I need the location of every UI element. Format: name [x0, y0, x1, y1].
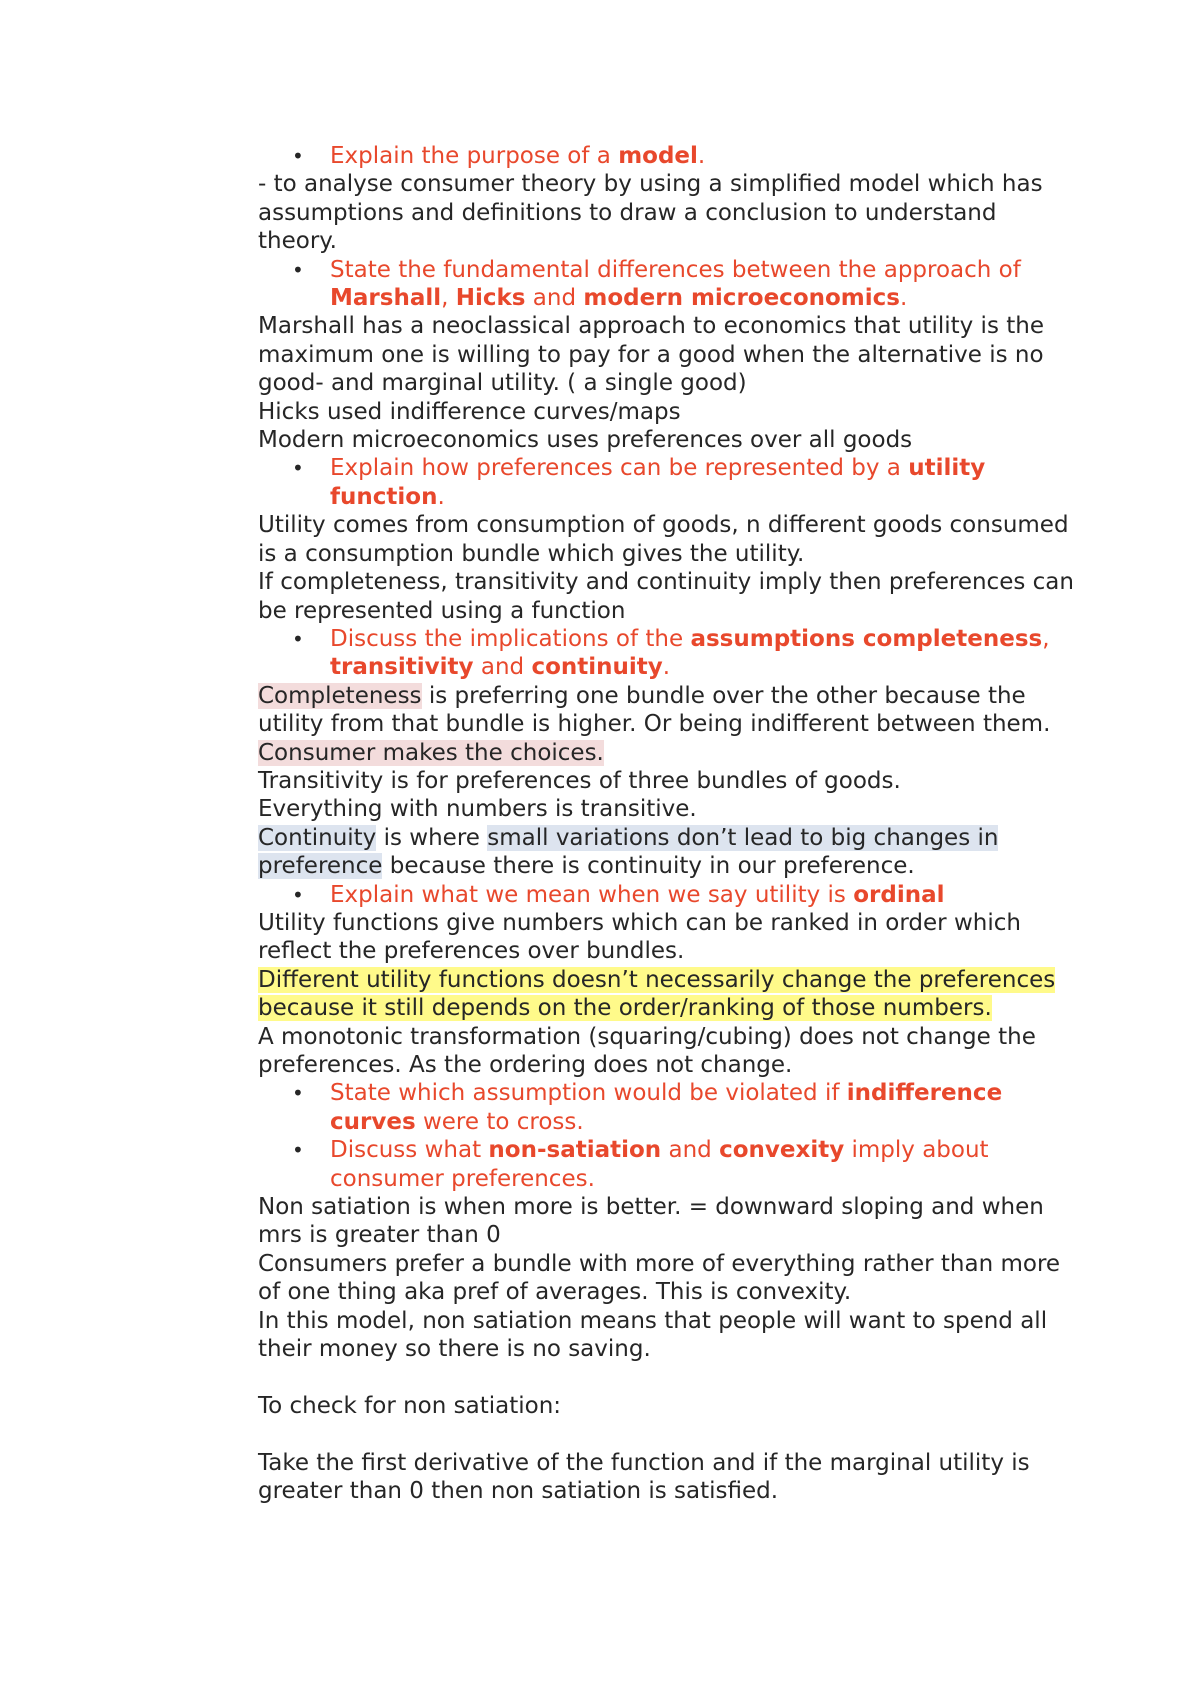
answer-model: - to analyse consumer theory by using a simplified model which has assumptions and definitions to draw a conclusion to understand theory.	[258, 171, 1043, 255]
question-text: ,	[441, 285, 456, 312]
answer-text: is where	[376, 824, 488, 851]
question-keyword: utility function	[330, 455, 986, 510]
question-keyword: Hicks	[455, 285, 526, 312]
blank-line	[258, 1363, 1078, 1391]
question-text: Explain what we mean when we say utility is	[330, 881, 854, 908]
question-keyword: modern microeconomics	[583, 285, 900, 312]
answer-ordinal-2	[258, 966, 1078, 1023]
question-text: were to cross.	[415, 1108, 584, 1135]
answer-non-satiation: Non satiation is when more is better. = downward sloping and when mrs is greater than 0	[258, 1194, 1044, 1249]
question-text: and	[661, 1137, 720, 1164]
continuity-highlight: small variations don’t lead to big changes in preference	[258, 824, 999, 880]
question-keyword: convexity	[719, 1137, 845, 1164]
blank-line	[258, 1420, 1078, 1448]
answer-text: because there is continuity in our preference.	[382, 853, 915, 880]
question-text: .	[662, 654, 671, 681]
document-page	[258, 142, 1078, 1505]
question-keyword: indifference curves	[330, 1080, 1003, 1135]
check-heading: To check for non satiation:	[258, 1392, 562, 1419]
answer-transitivity-2: Everything with numbers is transitive.	[258, 796, 697, 823]
question-text: .	[697, 143, 706, 169]
question-model	[258, 142, 1078, 170]
question-indifference-curves	[258, 1079, 1078, 1136]
question-keyword: assumptions completeness	[690, 625, 1043, 652]
question-keyword: non-satiation	[488, 1137, 662, 1164]
question-keyword: ordinal	[853, 881, 945, 908]
question-keyword: transitivity	[330, 654, 474, 681]
question-text: and	[473, 654, 532, 681]
question-text: imply about consumer preferences.	[330, 1137, 989, 1192]
question-text: Discuss what	[330, 1137, 489, 1164]
answer-ordinal-1: Utility functions give numbers which can be ranked in order which reflect the preferences over bundles.	[258, 909, 1021, 965]
question-keyword: continuity	[531, 654, 663, 681]
question-text: Explain the purpose of a	[330, 143, 619, 169]
ordinal-highlight: Different utility functions doesn’t necessarily change the preferences because it still depends on the order/ranking of those numbers.	[258, 966, 1056, 1022]
answer-marshall: Marshall has a neoclassical approach to economics that utility is the maximum one is willing to pay for a good when the alternative is no good- and marginal utility. ( a single good)	[258, 313, 1044, 397]
answer-continuity	[258, 824, 1078, 881]
question-text: Discuss the implications of the	[330, 625, 691, 652]
answer-hicks: Hicks used indifference curves/maps	[258, 398, 681, 425]
question-utility-function	[258, 454, 1078, 511]
question-text: Explain how preferences can be represented by a	[330, 455, 909, 482]
question-approaches	[258, 256, 1078, 313]
question-text: .	[437, 483, 445, 510]
answer-ordinal-3: A monotonic transformation (squaring/cubing) does not change the preferences. As the ordering does not change.	[258, 1023, 1036, 1078]
answer-modern: Modern microeconomics uses preferences over all goods	[258, 427, 913, 454]
answer-completeness	[258, 682, 1078, 767]
completeness-term: Completeness	[258, 682, 422, 709]
question-text: ,	[1042, 625, 1050, 652]
check-body: Take the first derivative of the function and if the marginal utility is greater than 0 then non satiation is satisfied.	[258, 1449, 1030, 1505]
answer-utility-2: If completeness, transitivity and continuity imply then preferences can be represented using a function	[258, 569, 1074, 624]
answer-utility-1: Utility comes from consumption of goods, n different goods consumed is a consumption bundle which gives the utility.	[258, 512, 1069, 567]
question-keyword: Marshall	[330, 285, 442, 312]
continuity-term: Continuity	[258, 824, 377, 851]
completeness-highlight: Consumer makes the choices.	[258, 739, 604, 766]
answer-transitivity-1: Transitivity is for preferences of three bundles of goods.	[258, 767, 901, 794]
answer-text: is preferring one bundle over the other because the utility from that bundle is higher. Or being indifferent between them.	[258, 682, 1051, 738]
question-assumptions	[258, 625, 1078, 682]
question-text: State the fundamental differences between the approach of	[330, 256, 1021, 283]
question-non-satiation	[258, 1136, 1078, 1193]
question-keyword: model	[618, 143, 698, 169]
question-ordinal	[258, 881, 1078, 909]
answer-convexity: Consumers prefer a bundle with more of everything rather than more of one thing aka pref of averages. This is convexity.	[258, 1250, 1061, 1306]
question-text: .	[899, 285, 908, 312]
answer-saving: In this model, non satiation means that people will want to spend all their money so there is no saving.	[258, 1307, 1048, 1363]
question-text: and	[525, 285, 584, 312]
question-text: State which assumption would be violated if	[330, 1080, 847, 1107]
